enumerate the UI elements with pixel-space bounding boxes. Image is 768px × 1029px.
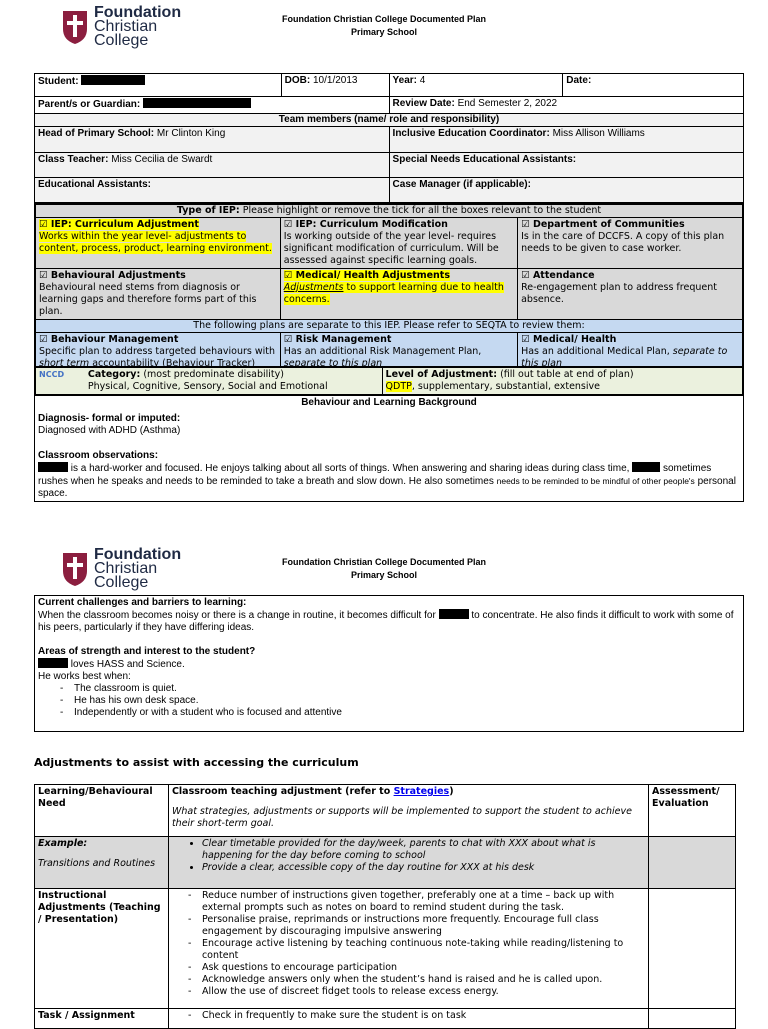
- redacted-parent: [143, 98, 251, 108]
- college-logo-page2: Foundation Christian College: [62, 548, 181, 590]
- col-header-assessment: Assessment/ Evaluation: [649, 785, 736, 837]
- checkbox-icon[interactable]: ☑: [521, 219, 530, 230]
- checkbox-icon[interactable]: ☑: [283, 219, 293, 230]
- shield-cross-icon: [62, 9, 88, 45]
- snea-cell: Special Needs Educational Assistants:: [389, 153, 743, 178]
- list-item: - Independently or with a student who is focused and attentive: [74, 707, 740, 719]
- dob-cell: DOB: 10/1/2013: [281, 74, 389, 97]
- review-date-cell: Review Date: End Semester 2, 2022: [389, 97, 743, 114]
- strengths-label: Areas of strength and interest to the student?: [38, 646, 256, 657]
- iep-type-table: [34, 203, 744, 374]
- checkbox-icon[interactable]: ☑: [39, 270, 48, 281]
- student-cell: Student:: [35, 74, 282, 97]
- observations-text: is a hard-worker and focused. He enjoys talking about all sorts of things. When answering and sharing ideas during class time, sometimes rushes when he speaks and needs to be reminded to take a breath and slow down. He also sometimes needs to be reminded to be mindful of other people's personal space.: [38, 463, 736, 499]
- shield-cross-icon: [62, 551, 88, 587]
- diagnosis-label: Diagnosis- formal or imputed:: [38, 413, 181, 424]
- brand-line2: Christian: [94, 18, 158, 35]
- list-item: • Clear timetable provided for the day/week, parents to chat with XXX about what is happening for the day before coming to school: [202, 838, 645, 862]
- task-adjustment-cell: [168, 1009, 648, 1029]
- iep-type-header: Type of IEP: Please highlight or remove the tick for all the boxes relevant to the student: [35, 204, 743, 218]
- iep-medical-health: ☑ Medical/ Health Has an additional Medical Plan, separate to this plan: [518, 333, 743, 373]
- iep-curriculum-adjustment: ☑ IEP: Curriculum Adjustment Works within the year level- adjustments to content, process, product, learning environment.: [35, 218, 280, 269]
- list-item: - Encourage active listening by teaching continuous note-taking while reading/listening to content: [202, 938, 645, 962]
- list-item: - Check in frequently to make sure the student is on task: [202, 1010, 645, 1022]
- adjustments-table: [34, 784, 736, 1029]
- list-item: - Ask questions to encourage participation: [202, 962, 645, 974]
- adjustments-heading: Adjustments to assist with accessing the curriculum: [34, 756, 359, 769]
- example-assessment-cell: [649, 837, 736, 889]
- class-teacher-cell: Class Teacher: Miss Cecilia de Swardt: [35, 153, 390, 178]
- iep-curriculum-modification: ☑ IEP: Curriculum Modification Is working outside of the year level- requires significant modification of curriculum. Will be assessed against specific learning goals.: [280, 218, 517, 269]
- strengths-text: loves HASS and Science.: [38, 658, 740, 671]
- list-item: - Reduce number of instructions given together, preferably one at a time – back up with external prompts such as notes on board to remind student during the task.: [202, 890, 645, 914]
- challenges-text: When the classroom becomes noisy or there is a change in routine, it becomes difficult for to concentrate. He also finds it difficult to work with some of his peers, particularly if they have differing ideas.: [38, 610, 734, 633]
- document-header-page2: Foundation Christian College Documented Plan Primary School: [281, 557, 486, 580]
- instructional-assessment-cell: [649, 889, 736, 1009]
- document-title: Foundation Christian College Documented Plan: [281, 14, 486, 24]
- iep-attendance: ☑ Attendance Re-engagement plan to address frequent absence.: [518, 269, 743, 320]
- iep-dept-communities: ☑ Department of Communities Is in the care of DCCFS. A copy of this plan needs to be given to case worker.: [518, 218, 743, 269]
- example-adjustment-cell: [168, 837, 648, 889]
- checkbox-icon[interactable]: ☑: [39, 219, 48, 230]
- example-need-cell: Example: Transitions and Routines: [35, 837, 169, 889]
- iec-cell: Inclusive Education Coordinator: Miss Allison Williams: [389, 127, 743, 153]
- year-cell: Year: 4: [389, 74, 563, 97]
- strategies-link[interactable]: Strategies: [393, 786, 450, 797]
- works-best-label: He works best when:: [38, 671, 131, 682]
- observations-label: Classroom observations:: [38, 450, 159, 461]
- checkbox-icon[interactable]: ☑: [283, 270, 293, 281]
- task-need-cell: Task / Assignment: [35, 1009, 169, 1029]
- separate-plans-header: The following plans are separate to this IEP. Please refer to SEQTA to review them:: [35, 320, 743, 333]
- checkbox-icon[interactable]: ☑: [283, 334, 293, 345]
- challenges-label: Current challenges and barriers to learning:: [38, 597, 247, 608]
- col-header-need: Learning/Behavioural Need: [35, 785, 169, 837]
- checkbox-icon[interactable]: ☑: [521, 334, 530, 345]
- team-header: Team members (name/ role and responsibility): [35, 114, 744, 127]
- brand-line3: College: [94, 32, 149, 49]
- nccd-label: NCCD: [35, 367, 85, 395]
- document-subtitle: Primary School: [350, 27, 418, 37]
- list-item: • Provide a clear, accessible copy of the day routine for XXX at his desk: [202, 862, 645, 874]
- college-logo: [62, 6, 181, 48]
- date-cell: Date:: [563, 74, 744, 97]
- student-info-table: [34, 73, 744, 203]
- nccd-table: [34, 366, 744, 396]
- redacted-name: [81, 75, 145, 85]
- checkbox-icon[interactable]: ☑: [39, 334, 48, 345]
- list-item: - Allow the use of discreet fidget tools to release excess energy.: [202, 986, 645, 998]
- iep-risk-management: ☑ Risk Management Has an additional Risk Management Plan, separate to this plan: [280, 333, 517, 373]
- background-section: [34, 396, 744, 502]
- list-item: - Personalise praise, reprimands or instructions more frequently. Encourage full class engagement by discouraging impulsive answering: [202, 914, 645, 938]
- works-best-list: [38, 683, 740, 719]
- head-of-school-cell: Head of Primary School: Mr Clinton King: [35, 127, 390, 153]
- list-item: - Acknowledge answers only when the student’s hand is raised and he is called upon.: [202, 974, 645, 986]
- iep-medical-adjustments: ☑ Medical/ Health Adjustments Adjustments to support learning due to health concerns.: [280, 269, 517, 320]
- ea-cell: Educational Assistants:: [35, 178, 390, 203]
- col-header-adjustment: Classroom teaching adjustment (refer to Strategies) What strategies, adjustments or supports will be implemented to support the student to achieve their short-term goal.: [168, 785, 648, 837]
- category-cell: Category: (most predominate disability) Physical, Cognitive, Sensory, Social and Emotional: [85, 367, 382, 395]
- background-header: Behaviour and Learning Background: [301, 397, 477, 408]
- instructional-adjustment-cell: [168, 889, 648, 1009]
- iep-behavioural-adjustments: ☑ Behavioural Adjustments Behavioural need stems from diagnosis or learning gaps and therefore forms part of this plan.: [35, 269, 280, 320]
- parent-cell: Parent/s or Guardian:: [35, 97, 390, 114]
- list-item: - The classroom is quiet.: [74, 683, 740, 695]
- instructional-need-cell: Instructional Adjustments (Teaching / Presentation): [35, 889, 169, 1009]
- list-item: - He has his own desk space.: [74, 695, 740, 707]
- diagnosis-value: Diagnosed with ADHD (Asthma): [38, 425, 181, 436]
- document-header: [234, 13, 534, 39]
- challenges-section: [34, 595, 744, 732]
- case-manager-cell: Case Manager (if applicable):: [389, 178, 743, 203]
- task-assessment-cell: [649, 1009, 736, 1029]
- level-of-adjustment-cell: Level of Adjustment: (fill out table at end of plan) QDTP, supplementary, substantial, extensive: [382, 367, 743, 395]
- brand-line1: Foundation: [94, 4, 182, 21]
- checkbox-icon[interactable]: ☑: [521, 270, 530, 281]
- iep-behaviour-management: ☑ Behaviour Management Specific plan to address targeted behaviours with short term accountability (Behaviour Tracker): [35, 333, 280, 373]
